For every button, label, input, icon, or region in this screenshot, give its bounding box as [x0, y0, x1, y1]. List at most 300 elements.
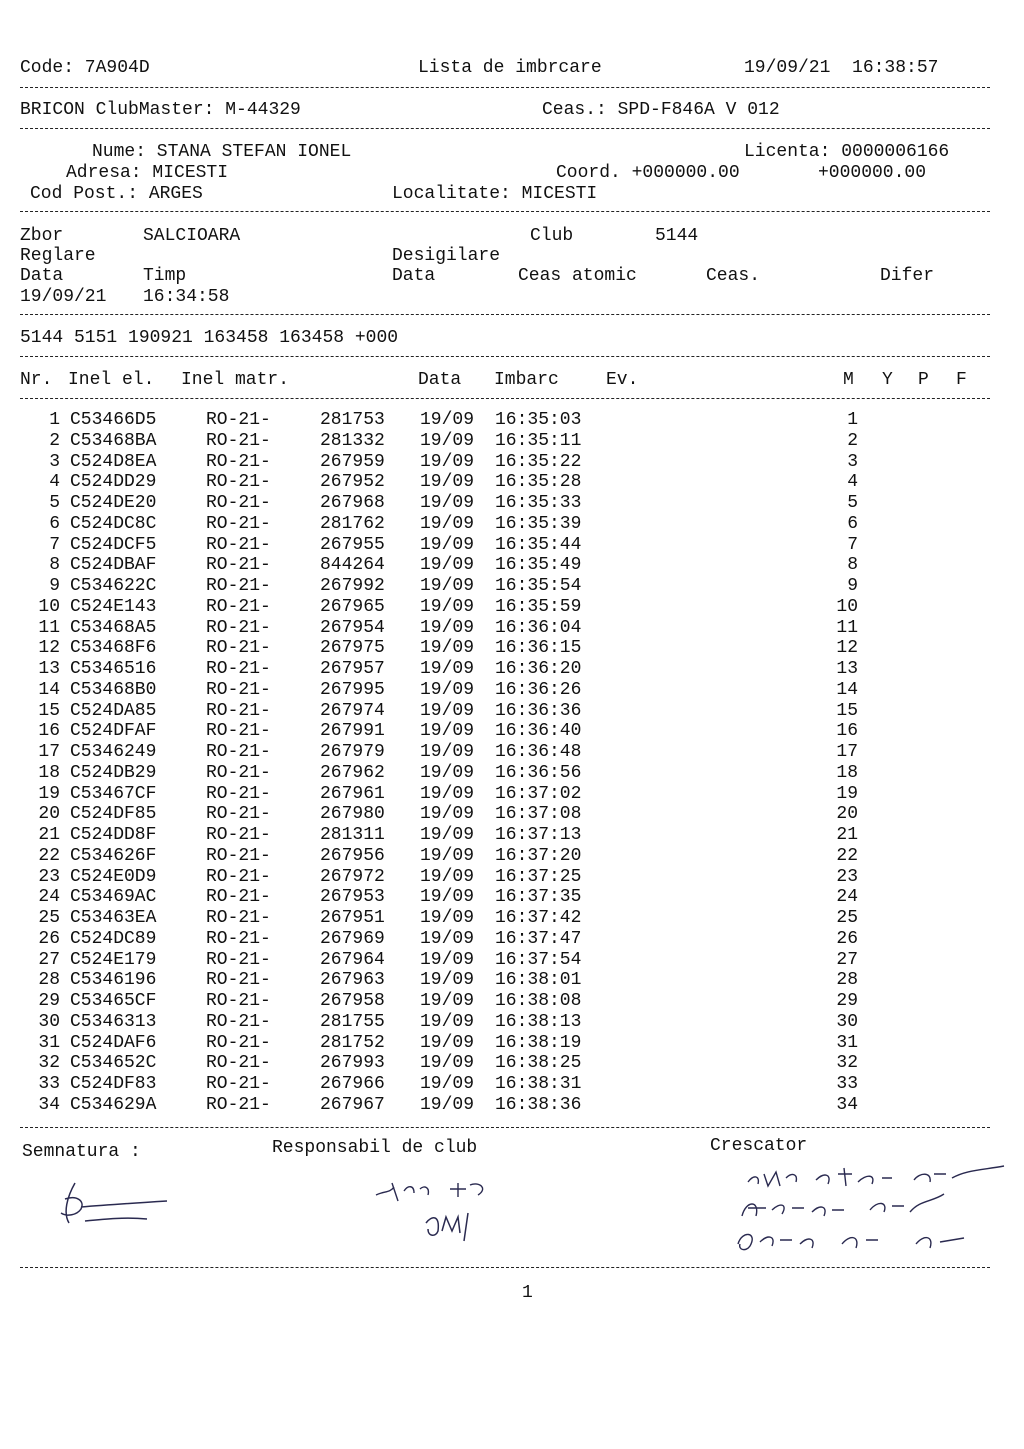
- boarding-time: 16:36:56: [495, 762, 582, 783]
- boarding-date: 19/09: [420, 596, 475, 617]
- col-header-data: Data: [418, 370, 462, 390]
- ring-prefix: RO-21-: [206, 762, 271, 783]
- separator: [20, 128, 990, 129]
- owner-postal-code: Cod Post.: ARGES: [30, 184, 203, 204]
- ring-number: 281755: [320, 1011, 385, 1032]
- row-number: 34: [38, 1094, 60, 1115]
- table-row: [0, 763, 1000, 784]
- m-value: 5: [847, 493, 858, 513]
- ring-prefix: RO-21-: [206, 534, 271, 555]
- ring-prefix: RO-21-: [206, 908, 271, 928]
- ring-prefix: RO-21-: [206, 1011, 271, 1032]
- row-number: 33: [38, 1074, 60, 1094]
- m-value: 6: [847, 513, 858, 534]
- ring-number: 267953: [320, 887, 385, 908]
- reglare-label: Reglare: [20, 246, 96, 266]
- table-row: [0, 452, 1000, 473]
- row-number: 30: [38, 1011, 60, 1032]
- boarding-date: 19/09: [420, 1053, 475, 1074]
- separator: [20, 356, 990, 357]
- ring-electronic: C524DF85: [70, 804, 157, 825]
- difer-label: Difer: [880, 266, 935, 286]
- boarding-time: 16:37:08: [495, 804, 582, 825]
- boarding-date: 19/09: [420, 721, 475, 742]
- ring-prefix: RO-21-: [206, 825, 271, 845]
- m-value: 16: [836, 721, 858, 742]
- ring-prefix: RO-21-: [206, 493, 271, 513]
- table-row: [0, 721, 1000, 742]
- m-value: 10: [836, 596, 858, 617]
- m-value: 14: [836, 679, 858, 700]
- table-row: [0, 970, 1000, 991]
- boarding-date: 19/09: [420, 970, 475, 991]
- table-row: [0, 680, 1000, 701]
- m-value: 2: [847, 430, 858, 451]
- row-number: 28: [38, 970, 60, 991]
- m-value: 18: [836, 762, 858, 783]
- boarding-date: 19/09: [420, 410, 475, 430]
- col-header-p: P: [918, 370, 929, 390]
- ring-prefix: RO-21-: [206, 866, 271, 887]
- boarding-date: 19/09: [420, 908, 475, 928]
- ring-number: 267993: [320, 1053, 385, 1074]
- boarding-date: 19/09: [420, 762, 475, 783]
- boarding-date: 19/09: [420, 534, 475, 555]
- m-value: 28: [836, 970, 858, 991]
- row-number: 26: [38, 928, 60, 949]
- table-row: [0, 991, 1000, 1012]
- ring-prefix: RO-21-: [206, 576, 271, 596]
- clubmaster-id: BRICON ClubMaster: M-44329: [20, 100, 301, 120]
- ring-electronic: C53466D5: [70, 410, 157, 430]
- separator: [20, 87, 990, 88]
- m-value: 34: [836, 1094, 858, 1115]
- owner-name: Nume: STANA STEFAN IONEL: [92, 142, 352, 162]
- owner-license: Licenta: 0000006166: [744, 142, 950, 162]
- ring-number: 267951: [320, 908, 385, 928]
- boarding-time: 16:36:26: [495, 679, 582, 700]
- flight-name: SALCIOARA: [143, 226, 241, 246]
- ring-number: 844264: [320, 555, 385, 576]
- row-number: 17: [38, 742, 60, 762]
- ring-prefix: RO-21-: [206, 596, 271, 617]
- m-value: 1: [847, 410, 858, 430]
- ring-number: 267957: [320, 659, 385, 679]
- boarding-time: 16:37:54: [495, 949, 582, 970]
- club-number: 5144: [655, 226, 699, 246]
- m-value: 11: [836, 617, 858, 638]
- boarding-date: 19/09: [420, 991, 475, 1011]
- ring-electronic: C524E0D9: [70, 866, 157, 887]
- boarding-date: 19/09: [420, 679, 475, 700]
- ring-prefix: RO-21-: [206, 472, 271, 493]
- boarding-time: 16:35:11: [495, 430, 582, 451]
- boarding-time: 16:35:28: [495, 472, 582, 493]
- ring-prefix: RO-21-: [206, 638, 271, 659]
- col-header-imbarc: Imbarc: [494, 370, 559, 390]
- ring-electronic: C53468B0: [70, 679, 157, 700]
- clock-id: Ceas.: SPD-F846A V 012: [542, 100, 780, 120]
- boarding-date: 19/09: [420, 804, 475, 825]
- boarding-time: 16:38:13: [495, 1011, 582, 1032]
- breeder-signature: [720, 1160, 1010, 1270]
- ring-prefix: RO-21-: [206, 721, 271, 742]
- table-row: [0, 576, 1000, 597]
- ring-number: 267958: [320, 991, 385, 1011]
- ring-electronic: C524DCF5: [70, 534, 157, 555]
- table-row: [0, 867, 1000, 888]
- ring-number: 267975: [320, 638, 385, 659]
- row-number: 8: [49, 555, 60, 576]
- boarding-date: 19/09: [420, 555, 475, 576]
- row-number: 12: [38, 638, 60, 659]
- data-label-desigilare: Data: [392, 266, 436, 286]
- col-header-y: Y: [882, 370, 893, 390]
- table-row: [0, 1074, 1000, 1095]
- row-number: 21: [38, 825, 60, 845]
- ring-prefix: RO-21-: [206, 451, 271, 472]
- ring-prefix: RO-21-: [206, 679, 271, 700]
- table-row: [0, 597, 1000, 618]
- separator: [20, 211, 990, 212]
- table-row: [0, 659, 1000, 680]
- ring-number: 267954: [320, 617, 385, 638]
- ring-number: 267995: [320, 679, 385, 700]
- boarding-time: 16:35:39: [495, 513, 582, 534]
- boarding-date: 19/09: [420, 825, 475, 845]
- m-value: 15: [836, 700, 858, 721]
- ring-prefix: RO-21-: [206, 555, 271, 576]
- ring-electronic: C524DF83: [70, 1074, 157, 1094]
- table-row: [0, 929, 1000, 950]
- row-number: 14: [38, 679, 60, 700]
- ring-number: 267991: [320, 721, 385, 742]
- ring-number: 267980: [320, 804, 385, 825]
- desigilare-label: Desigilare: [392, 246, 501, 266]
- ring-electronic: C53467CF: [70, 783, 157, 804]
- boarding-time: 16:35:54: [495, 576, 582, 596]
- ring-electronic: C524DFAF: [70, 721, 157, 742]
- table-row: [0, 514, 1000, 535]
- col-header-inel-el: Inel el.: [68, 370, 155, 390]
- ring-electronic: C5346249: [70, 742, 157, 762]
- ring-electronic: C534652C: [70, 1053, 157, 1074]
- ring-electronic: C53465CF: [70, 991, 157, 1011]
- signature-scribble: [55, 1175, 175, 1230]
- boarding-time: 16:38:36: [495, 1094, 582, 1115]
- ring-prefix: RO-21-: [206, 928, 271, 949]
- row-number: 15: [38, 700, 60, 721]
- row-number: 13: [38, 659, 60, 679]
- boarding-date: 19/09: [420, 949, 475, 970]
- ring-number: 267972: [320, 866, 385, 887]
- boarding-date: 19/09: [420, 866, 475, 887]
- ring-electronic: C524DB29: [70, 762, 157, 783]
- separator: [20, 314, 990, 315]
- m-value: 30: [836, 1011, 858, 1032]
- ring-number: 281311: [320, 825, 385, 845]
- row-number: 22: [38, 845, 60, 866]
- ring-prefix: RO-21-: [206, 970, 271, 991]
- ring-prefix: RO-21-: [206, 742, 271, 762]
- ring-number: 267967: [320, 1094, 385, 1115]
- boarding-time: 16:37:35: [495, 887, 582, 908]
- ring-prefix: RO-21-: [206, 513, 271, 534]
- ring-electronic: C53468F6: [70, 638, 157, 659]
- row-number: 10: [38, 596, 60, 617]
- m-value: 17: [836, 742, 858, 762]
- ring-electronic: C53469AC: [70, 887, 157, 908]
- ring-number: 267952: [320, 472, 385, 493]
- table-row: [0, 887, 1000, 908]
- ring-prefix: RO-21-: [206, 845, 271, 866]
- boarding-time: 16:37:02: [495, 783, 582, 804]
- ring-electronic: C524DD8F: [70, 825, 157, 845]
- ring-electronic: C53468A5: [70, 617, 157, 638]
- table-row: [0, 804, 1000, 825]
- ring-prefix: RO-21-: [206, 430, 271, 451]
- boarding-time: 16:38:01: [495, 970, 582, 991]
- row-number: 29: [38, 991, 60, 1011]
- ring-prefix: RO-21-: [206, 700, 271, 721]
- table-row: [0, 1012, 1000, 1033]
- separator: [20, 1127, 990, 1128]
- table-row: [0, 1095, 1000, 1116]
- table-row: [0, 555, 1000, 576]
- boarding-time: 16:37:20: [495, 845, 582, 866]
- ring-electronic: C524E143: [70, 596, 157, 617]
- table-row: [0, 908, 1000, 929]
- page-number: 1: [522, 1283, 533, 1303]
- ring-prefix: RO-21-: [206, 949, 271, 970]
- ring-prefix: RO-21-: [206, 887, 271, 908]
- row-number: 19: [38, 783, 60, 804]
- document-code: Code: 7A904D: [20, 58, 150, 78]
- table-row: [0, 1053, 1000, 1074]
- m-value: 19: [836, 783, 858, 804]
- m-value: 25: [836, 908, 858, 928]
- boarding-time: 16:38:31: [495, 1074, 582, 1094]
- ring-number: 281753: [320, 410, 385, 430]
- m-value: 24: [836, 887, 858, 908]
- ring-prefix: RO-21-: [206, 410, 271, 430]
- row-number: 23: [38, 866, 60, 887]
- m-value: 27: [836, 949, 858, 970]
- separator: [20, 1267, 990, 1268]
- m-value: 4: [847, 472, 858, 493]
- boarding-time: 16:38:08: [495, 991, 582, 1011]
- boarding-date: 19/09: [420, 928, 475, 949]
- col-header-inel-matr: Inel matr.: [181, 370, 290, 390]
- data-label: Data: [20, 266, 64, 286]
- row-number: 11: [38, 617, 60, 638]
- ring-prefix: RO-21-: [206, 1094, 271, 1115]
- m-value: 13: [836, 659, 858, 679]
- document-datetime: 19/09/21 16:38:57: [744, 58, 939, 78]
- boarding-time: 16:38:19: [495, 1032, 582, 1053]
- ring-number: 267961: [320, 783, 385, 804]
- row-number: 4: [49, 472, 60, 493]
- ring-electronic: C524DC8C: [70, 513, 157, 534]
- boarding-date: 19/09: [420, 887, 475, 908]
- document-title: Lista de imbrcare: [418, 58, 602, 78]
- m-value: 22: [836, 845, 858, 866]
- timp-label: Timp: [143, 266, 187, 286]
- club-label: Club: [530, 226, 574, 246]
- row-number: 7: [49, 534, 60, 555]
- table-row: [0, 1033, 1000, 1054]
- signature-label: Semnatura :: [22, 1142, 141, 1162]
- boarding-date: 19/09: [420, 1094, 475, 1115]
- owner-coord-second: +000000.00: [818, 163, 927, 183]
- boarding-time: 16:35:44: [495, 534, 582, 555]
- boarding-time: 16:38:25: [495, 1053, 582, 1074]
- boarding-date: 19/09: [420, 783, 475, 804]
- row-number: 1: [49, 410, 60, 430]
- m-value: 8: [847, 555, 858, 576]
- m-value: 7: [847, 534, 858, 555]
- ring-number: 267962: [320, 762, 385, 783]
- boarding-time: 16:36:15: [495, 638, 582, 659]
- ring-number: 281752: [320, 1032, 385, 1053]
- col-header-f: F: [956, 370, 967, 390]
- ring-electronic: C534622C: [70, 576, 157, 596]
- ring-number: 267992: [320, 576, 385, 596]
- reglare-time: 16:34:58: [143, 287, 230, 307]
- m-value: 20: [836, 804, 858, 825]
- ring-prefix: RO-21-: [206, 991, 271, 1011]
- ceas-atomic-label: Ceas atomic: [518, 266, 637, 286]
- ring-electronic: C524DA85: [70, 700, 157, 721]
- table-row: [0, 493, 1000, 514]
- m-value: 26: [836, 928, 858, 949]
- col-header-m: M: [843, 370, 854, 390]
- boarding-time: 16:35:03: [495, 410, 582, 430]
- boarding-date: 19/09: [420, 1074, 475, 1094]
- boarding-time: 16:36:48: [495, 742, 582, 762]
- ring-number: 267959: [320, 451, 385, 472]
- m-value: 32: [836, 1053, 858, 1074]
- table-row: [0, 784, 1000, 805]
- boarding-date: 19/09: [420, 493, 475, 513]
- ceas-label: Ceas.: [706, 266, 761, 286]
- boarding-date: 19/09: [420, 1032, 475, 1053]
- table-row: [0, 431, 1000, 452]
- row-number: 5: [49, 493, 60, 513]
- ring-number: 267965: [320, 596, 385, 617]
- ring-electronic: C534629A: [70, 1094, 157, 1115]
- ring-number: 281332: [320, 430, 385, 451]
- ring-electronic: C53468BA: [70, 430, 157, 451]
- boarding-date: 19/09: [420, 430, 475, 451]
- ring-prefix: RO-21-: [206, 783, 271, 804]
- table-row: [0, 410, 1000, 431]
- ring-electronic: C534626F: [70, 845, 157, 866]
- col-header-nr: Nr.: [20, 370, 53, 390]
- ring-prefix: RO-21-: [206, 659, 271, 679]
- table-row: [0, 535, 1000, 556]
- table-row: [0, 950, 1000, 971]
- boarding-date: 19/09: [420, 451, 475, 472]
- owner-locality: Localitate: MICESTI: [392, 184, 598, 204]
- boarding-time: 16:36:40: [495, 721, 582, 742]
- boarding-time: 16:35:22: [495, 451, 582, 472]
- row-number: 3: [49, 451, 60, 472]
- boarding-time: 16:35:33: [495, 493, 582, 513]
- boarding-time: 16:35:59: [495, 596, 582, 617]
- boarding-date: 19/09: [420, 700, 475, 721]
- boarding-time: 16:36:04: [495, 617, 582, 638]
- m-value: 23: [836, 866, 858, 887]
- m-value: 33: [836, 1074, 858, 1094]
- ring-electronic: C524DD29: [70, 472, 157, 493]
- ring-prefix: RO-21-: [206, 1032, 271, 1053]
- row-number: 20: [38, 804, 60, 825]
- owner-address: Adresa: MICESTI: [66, 163, 229, 183]
- boarding-time: 16:37:25: [495, 866, 582, 887]
- ring-electronic: C524DE20: [70, 493, 157, 513]
- col-header-ev: Ev.: [606, 370, 639, 390]
- boarding-date: 19/09: [420, 1011, 475, 1032]
- ring-electronic: C524D8EA: [70, 451, 157, 472]
- row-number: 32: [38, 1053, 60, 1074]
- ring-prefix: RO-21-: [206, 1074, 271, 1094]
- ring-prefix: RO-21-: [206, 617, 271, 638]
- club-responsible-label: Responsabil de club: [272, 1138, 478, 1158]
- ring-electronic: C53463EA: [70, 908, 157, 928]
- row-number: 6: [49, 513, 60, 534]
- club-responsible-signature: [370, 1175, 510, 1250]
- boarding-date: 19/09: [420, 513, 475, 534]
- row-number: 9: [49, 576, 60, 596]
- table-row: [0, 472, 1000, 493]
- boarding-date: 19/09: [420, 472, 475, 493]
- ring-number: 267956: [320, 845, 385, 866]
- ring-number: 267963: [320, 970, 385, 991]
- reglare-date: 19/09/21: [20, 287, 107, 307]
- ring-number: 267964: [320, 949, 385, 970]
- table-row: [0, 846, 1000, 867]
- boarding-time: 16:37:42: [495, 908, 582, 928]
- ring-electronic: C524DAF6: [70, 1032, 157, 1053]
- table-row: [0, 742, 1000, 763]
- ring-prefix: RO-21-: [206, 1053, 271, 1074]
- ring-number: 267966: [320, 1074, 385, 1094]
- boarding-time: 16:37:47: [495, 928, 582, 949]
- ring-number: 267979: [320, 742, 385, 762]
- boarding-time: 16:35:49: [495, 555, 582, 576]
- boarding-date: 19/09: [420, 617, 475, 638]
- owner-coord: Coord. +000000.00: [556, 163, 740, 183]
- ring-electronic: C524DBAF: [70, 555, 157, 576]
- breeder-label: Crescator: [710, 1136, 808, 1156]
- boarding-time: 16:36:20: [495, 659, 582, 679]
- row-number: 2: [49, 430, 60, 451]
- boarding-date: 19/09: [420, 638, 475, 659]
- m-value: 9: [847, 576, 858, 596]
- m-value: 21: [836, 825, 858, 845]
- m-value: 31: [836, 1032, 858, 1053]
- ring-number: 267955: [320, 534, 385, 555]
- separator: [20, 398, 990, 399]
- flight-summary: 5144 5151 190921 163458 163458 +000: [20, 328, 399, 348]
- row-number: 24: [38, 887, 60, 908]
- flight-label: Zbor: [20, 226, 64, 246]
- ring-number: 281762: [320, 513, 385, 534]
- row-number: 18: [38, 762, 60, 783]
- m-value: 12: [836, 638, 858, 659]
- table-row: [0, 618, 1000, 639]
